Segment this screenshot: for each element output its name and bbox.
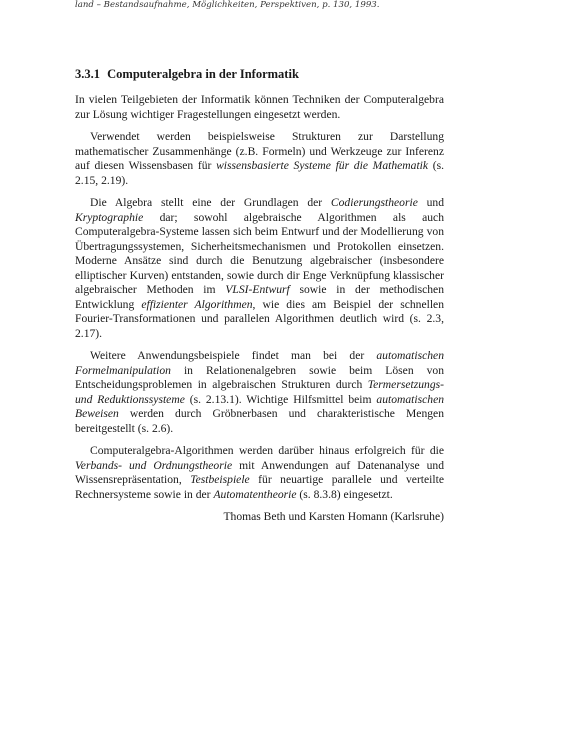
text-run: mit Anwendungen auf Datenanalyse und Wissensrepräsentation, [75, 458, 444, 486]
text-run: Verwendet werden beispielsweise Strukturen zur Darstellung mathematischer Zusammenhänge (z.B. Formeln) und Werkzeuge zur Inferenz auf diesen Wissensbasen für [75, 130, 444, 172]
emphasis-term: VLSI-Entwurf [225, 283, 290, 296]
emphasis-term: wissensbasierte Systeme für die Mathematik [216, 159, 429, 172]
text-run: Die Algebra stellt eine der Grundlagen der [90, 196, 331, 209]
emphasis-term: Testbeispiele [190, 473, 250, 486]
text-run: dar; sowohl algebraische Algorithmen als auch Computeralgebra-Systeme lassen sich beim Entwurf und der Modellierung von Übertragungssystemen, Sicherheitsmechanismen und Protokollen einsetzen. Moderne Ansätze sind durch die Benutzung algebraischer (insbesondere elliptischer Kurven) entstanden, sowie durch dir Enge Verknüpfung klassischer algebraischer Methoden im [75, 210, 444, 296]
text-run: (s. 2.15, 2.19). [75, 159, 445, 187]
text-run: werden durch Gröbnerbasen und charakteristische Mengen bereitgestellt (s. 2.6). [75, 407, 444, 435]
author-signature: Thomas Beth und Karsten Homann (Karlsruhe) [223, 510, 444, 523]
paragraph-2 [75, 130, 444, 188]
emphasis-term: Codierungstheorie [330, 196, 418, 209]
section-body [75, 93, 444, 533]
emphasis-term: automatischen Formelmanipulation [75, 349, 444, 377]
text-run: und [417, 196, 445, 209]
emphasis-term: Verbands- und Ordnungstheorie [75, 458, 233, 472]
text-run: Weitere Anwendungsbeispiele findet man bei der [90, 349, 377, 362]
text-run: sowie in der methodischen Entwicklung [75, 283, 445, 311]
paragraph-3 [75, 196, 444, 341]
emphasis-term: Kryptographie [75, 210, 144, 224]
emphasis-term: effizienter Algorithmen [141, 297, 253, 311]
section-title: Computeralgebra in der Informatik [107, 67, 299, 81]
section-heading [75, 67, 515, 81]
running-head: land – Bestandsaufnahme, Möglichkeiten, Perspektiven, p. 130, 1993. [75, 0, 380, 10]
text-run: (s. 8.3.8) eingesetzt. [296, 487, 393, 501]
text-run: , wie dies am Beispiel der schnellen Fourier-Transformationen und parallelen Algorithmen deutlich wird (s. 2.3, 2.17). [75, 297, 444, 340]
section-number: 3.3.1 [75, 67, 100, 81]
emphasis-term: automatischen Beweisen [75, 392, 445, 420]
paragraph-4 [75, 349, 444, 436]
text-run: Computeralgebra-Algorithmen werden darüber hinaus erfolgreich für die [90, 444, 444, 457]
emphasis-term: Termersetzungs- und Reduktionssysteme [75, 378, 444, 406]
paragraph-5 [75, 444, 444, 502]
paragraph-1: In vielen Teilgebieten der Informatik können Techniken der Computeralgebra zur Lösung wichtiger Fragestellungen eingesetzt werden. [75, 93, 444, 121]
text-run: (s. 2.13.1). Wichtige Hilfsmittel beim [184, 392, 377, 406]
emphasis-term: Automatentheorie [213, 487, 297, 501]
text-run: in Relationenalgebren sowie beim Lösen von Entscheidungsproblemen in algebraischen Strukturen durch [75, 363, 444, 391]
text-run: für neuartige parallele und verteilte Rechnersysteme sowie in der [75, 473, 444, 501]
